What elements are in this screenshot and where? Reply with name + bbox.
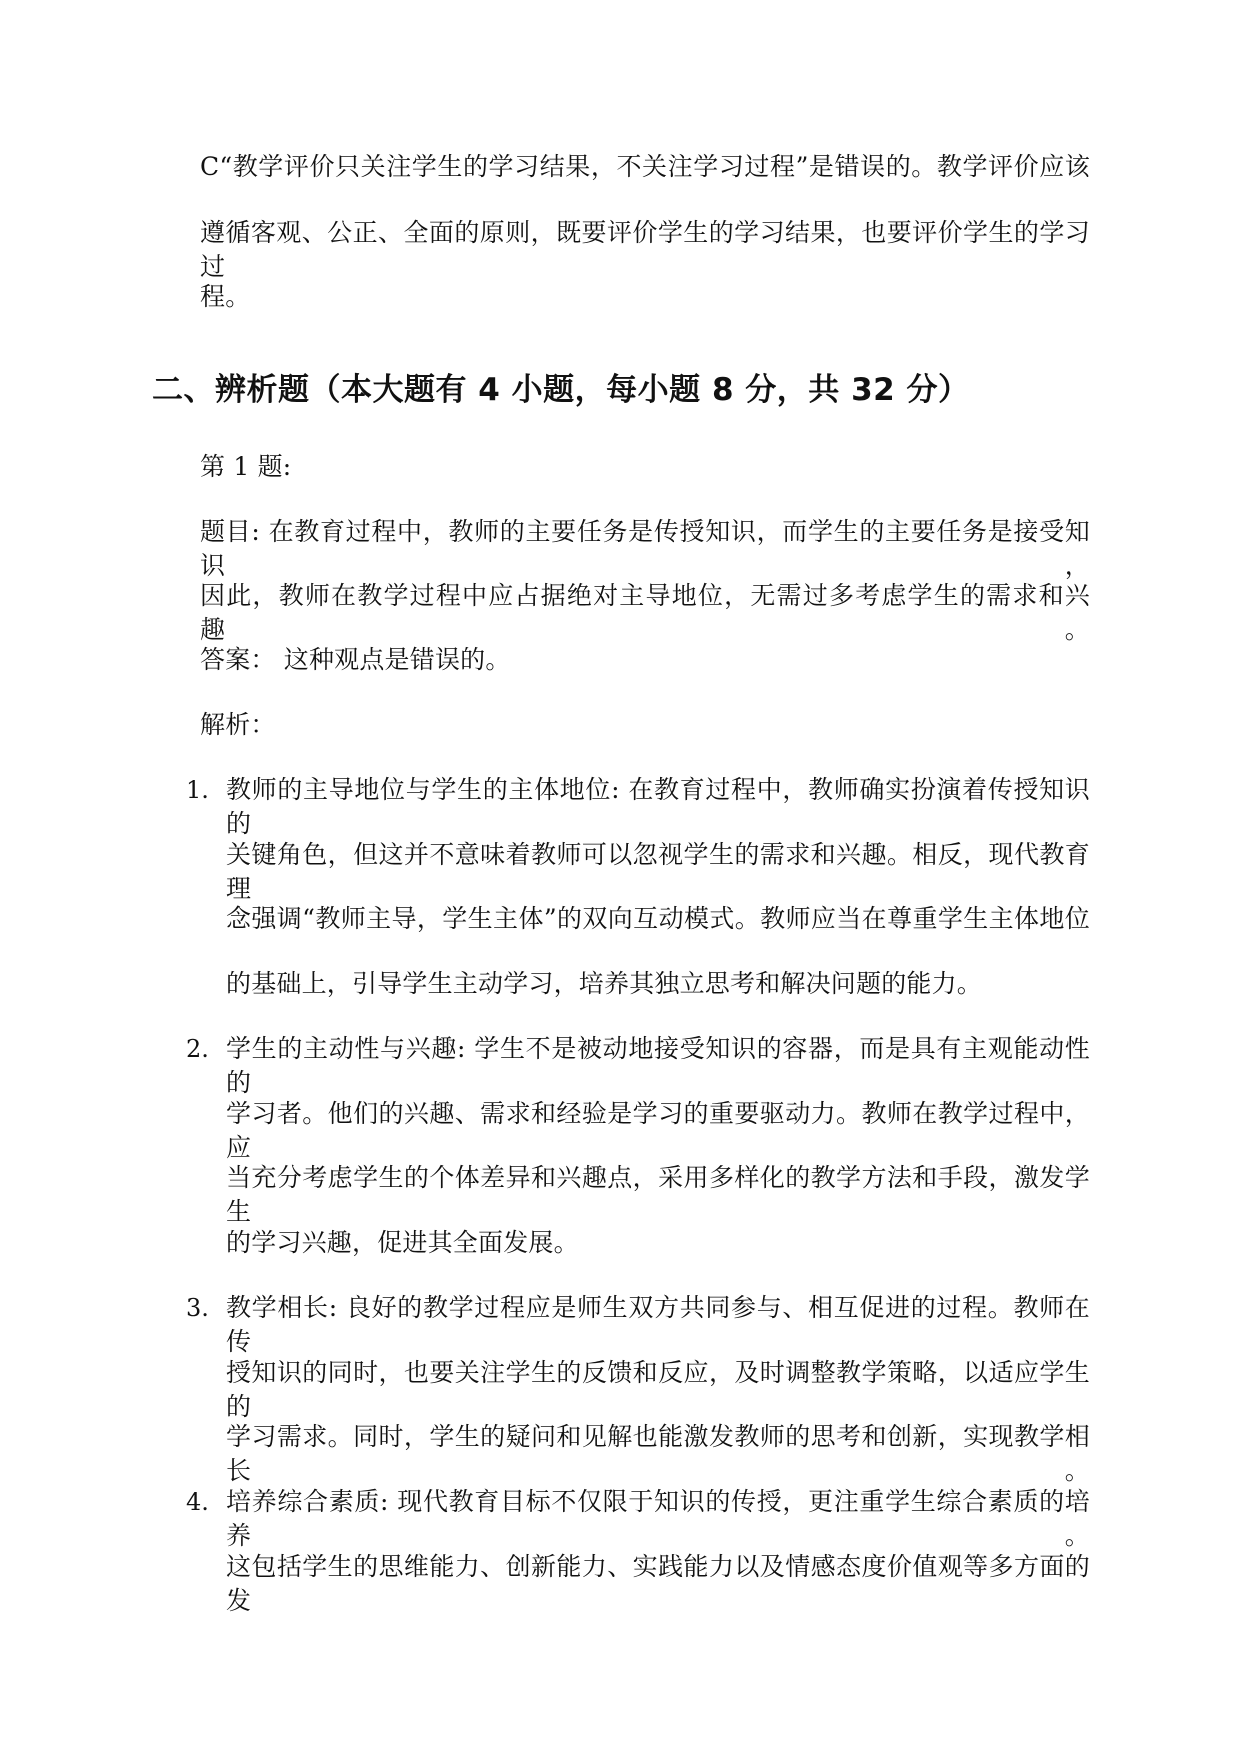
list-item-line: 念强调“教师主导，学生主体”的双向互动模式。教师应当在尊重学生主体地位 [226, 904, 1090, 933]
list-item-line: 当充分考虑学生的个体差异和兴趣点，采用多样化的教学方法和手段，激发学生 [226, 1163, 1090, 1226]
list-number: 2. [186, 1035, 209, 1063]
list-item-line: 教学相长: 良好的教学过程应是师生双方共同参与、相互促进的过程。教师在传 [226, 1293, 1090, 1356]
section-heading: 二、辨析题（本大题有 4 小题，每小题 8 分，共 32 分） [152, 372, 970, 408]
analysis-label: 解析： [200, 710, 276, 739]
list-number: 1. [186, 776, 209, 804]
list-item-line: 教师的主导地位与学生的主体地位: 在教育过程中，教师确实扮演着传授知识的 [226, 775, 1090, 838]
list-item-line: 这包括学生的思维能力、创新能力、实践能力以及情感态度价值观等多方面的发 [226, 1552, 1090, 1615]
prev-answer-line: C“教学评价只关注学生的学习结果，不关注学习过程”是错误的。教学评价应该 [200, 152, 1090, 181]
list-item-line: 的基础上，引导学生主动学习，培养其独立思考和解决问题的能力。 [226, 969, 983, 998]
answer-line: 答案： 这种观点是错误的。 [200, 645, 511, 674]
list-number: 4. [186, 1488, 209, 1516]
question-prompt-line: 因此，教师在教学过程中应占据绝对主导地位，无需过多考虑学生的需求和兴趣。 [200, 581, 1090, 644]
list-item-line: 学习者。他们的兴趣、需求和经验是学习的重要驱动力。教师在教学过程中，应 [226, 1099, 1090, 1162]
list-item-line: 关键角色，但这并不意味着教师可以忽视学生的需求和兴趣。相反，现代教育理 [226, 840, 1090, 903]
list-item-line: 学习需求。同时，学生的疑问和见解也能激发教师的思考和创新，实现教学相长。 [226, 1422, 1090, 1485]
list-item-line: 学生的主动性与兴趣: 学生不是被动地接受知识的容器，而是具有主观能动性的 [226, 1034, 1090, 1097]
prev-answer-line: 程。 [200, 282, 251, 311]
list-item-line: 培养综合素质: 现代教育目标不仅限于知识的传授，更注重学生综合素质的培养。 [226, 1487, 1090, 1550]
question-label: 第 1 题: [200, 452, 292, 481]
question-prompt-line: 题目: 在教育过程中，教师的主要任务是传授知识，而学生的主要任务是接受知识， [200, 517, 1090, 580]
prev-answer-line: 遵循客观、公正、全面的原则，既要评价学生的学习结果，也要评价学生的学习过 [200, 218, 1090, 281]
list-number: 3. [186, 1294, 209, 1322]
list-item-line: 授知识的同时，也要关注学生的反馈和反应，及时调整教学策略，以适应学生的 [226, 1358, 1090, 1421]
list-item-line: 的学习兴趣，促进其全面发展。 [226, 1228, 579, 1257]
